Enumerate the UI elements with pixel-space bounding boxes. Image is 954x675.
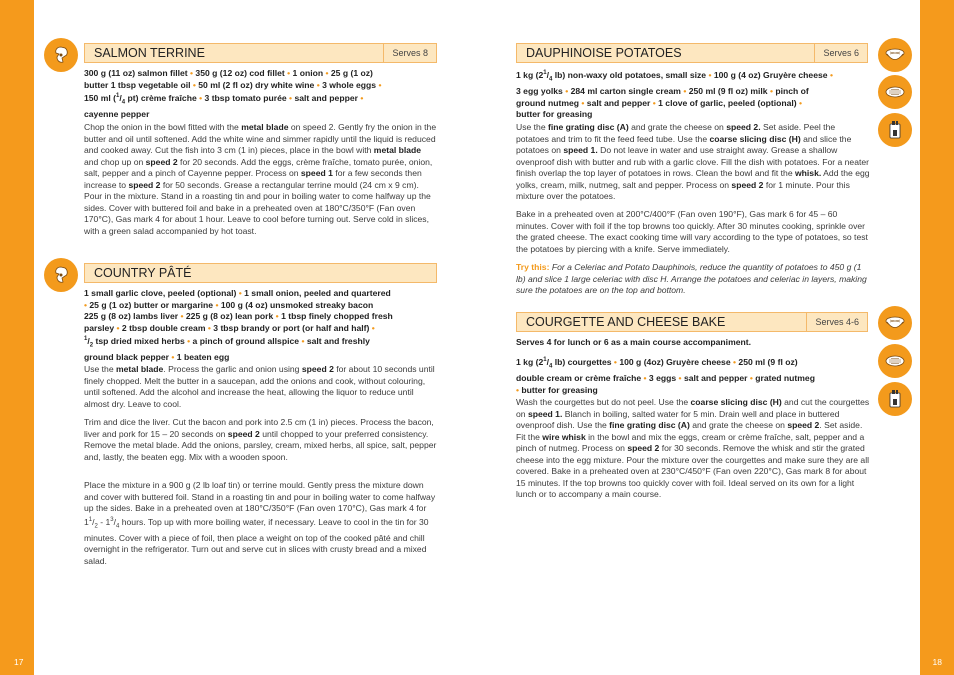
pate-ingredients: 1 small garlic clove, peeled (optional) • 1 small onion, peeled and quartered • 25 g (1 oz) butter or margarine • 100 g (4 oz) unsmoked streaky bacon 225 g (8 oz) lambs liver • 225 g (8 oz) lean pork • 1 tbsp finely chopped fresh parsley • 2 tbsp double cream • 3 tbsp brandy or port (or half and half) • $^1/_2$ tsp dried mixed herbs • a pinch of ground allspice • salt and freshly ground black pepper • 1 beaten egg [84,288,393,363]
dauphinoise-ingredients: 1 kg ($2^1/_4$ lb) non-waxy old potatoes, small size • 100 g (4 oz) Gruyère cheese • 3 egg yolks • 284 ml carton single cream • 250 ml (9 fl oz) milk • pinch of ground nutmeg • salt and pepper • 1 clove of garlic, peeled (optional) • butter for greasing [516,69,833,120]
pate-method-1: Use the metal blade. Process the garlic and onion using speed 2 for about 10 seconds until finely chopped. Melt the butter in a saucepan, add the onions and cook, without colouring, until softened. Add the alcohol and increase the heat, allowing the liquor to reduce until almost dry. Leave to cool. [84,364,435,409]
blade-icon [44,38,78,72]
bowl-icon [878,306,912,340]
pate-method-3: Place the mixture in a 900 g (2 lb loaf tin) or terrine mould. Gently press the mixture down and cover with buttered foil. Stand in a roasting tin and pour in boiling water to come halfway up the sides. Bake in a preheated oven at 180°C/350°F (Fan oven 170°C), Gas mark 4 for $1^1/_2 - 1^3/_4$ hours. Top up with more boiling water, if necessary. Leave to cool in the tin for 30 minutes. Cover with a piece of foil, then place a weight on top of the cooked pâté and chill overnight in the refrigerator. Turn out and serve cut in slices with crusty bread and a mixed salad. [84,480,436,566]
country-pate-header [84,263,437,283]
jug-icon [878,382,912,416]
grating-disc-icon [878,75,912,109]
blade-icon [44,258,78,292]
courgette-intro: Serves 4 for lunch or 6 as a main course accompaniment. [516,337,751,347]
serves-label: Serves 6 [814,44,867,62]
courgette-method: Wash the courgettes but do not peel. Use the coarse slicing disc (H) and cut the courgettes on speed 1. Blanch in boiling, salted water for 5 min. Drain well and place in buttered ovenproof dish. Use the fine grating disc (A) and grate the cheese on speed 2. Set aside. Fit the wire whisk in the bowl and mix the eggs, cream or crème fraîche, salt, pepper and a pinch of nutmeg. Process on speed 2 for 30 seconds. Remove the whisk and stir the grated cheese into the egg mixture. Pour the mixture over the courgettes and make sure they are all covered. Bake in a preheated oven at 230°C/450°F (Fan oven 220°C), Gas mark 8 for about 15 minutes. If the top browns too quickly cover with foil. Ideal served on its own for a light lunch or to accompany a main course. [516,397,870,499]
dauphinoise-header [516,43,868,63]
grating-disc-icon [878,344,912,378]
salmon-terrine-header [84,43,437,63]
recipe-title: SALMON TERRINE [94,46,205,60]
courgette-header [516,312,868,332]
salmon-method: Chop the onion in the bowl fitted with the metal blade on speed 2. Gently fry the onion in the butter and oil until softened. Add the white wine and simmer rapidly until the liquid is reduced and cooked away. Cut the fish into 3 cm (1 in) pieces, place in the bowl with metal blade and chop up on speed 2 for 20 seconds. Add the eggs, crème fraîche, tomato purée, onion, salt, pepper and a pinch of Cayenne pepper. Process on speed 1 for a few seconds then increase to speed 2 for 50 seconds. Grease a rectangular terrine mould (24 cm x 9 cm). Pour in the mixture. Stand in a roasting tin and pour in boiling water to come halfway up the sides. Cover with buttered foil and bake in a preheated oven at 180°C/350°F (Fan oven 170°C), Gas mark 4 for about 1 hour. Leave to cool before turning out. Serve cold in slices, with a green salad accompanied by hot toast. [84,122,437,236]
dauphinoise-try-this: Try this: For a Celeriac and Potato Dauphinois, reduce the quantity of potatoes to 450 g (1 lb) and slice 1 large celeriac with disc H. Arrange the potatoes and celeriac in layers, making sure the potatoes are on the top and bottom. [516,262,867,295]
courgette-ingredients: 1 kg ($2^1/_4$ lb) courgettes • 100 g (4oz) Gruyère cheese • 250 ml (9 fl oz) double cream or crème fraîche • 3 eggs • salt and pepper • grated nutmeg • butter for greasing [516,356,815,395]
page-number-right: 18 [932,657,942,667]
bowl-icon [878,38,912,72]
salmon-ingredients: 300 g (11 oz) salmon fillet • 350 g (12 oz) cod fillet • 1 onion • 25 g (1 oz) butter 1 tbsp vegetable oil • 50 ml (2 fl oz) dry white wine • 3 whole eggs • 150 ml ($^1/_4$ pt) crème fraîche • 3 tbsp tomato purée • salt and pepper • cayenne pepper [84,68,382,120]
recipe-title: COUNTRY PÂTÉ [94,266,192,280]
page-number-left: 17 [14,657,24,667]
jug-icon [878,113,912,147]
right-edge-band [920,0,954,675]
dauphinoise-method-2: Bake in a preheated oven at 200°C/400°F (Fan oven 190°F), Gas mark 6 for 45 – 60 minutes. Cover with foil if the top browns too quickly. After 30 minutes cooking, sprinkle over the grated cheese. The exact cooking time will vary according to the type of potatoes, so test the potatoes by piercing with a knife. Serve immediately. [516,209,868,254]
dauphinoise-method-1: Use the fine grating disc (A) and grate the cheese on speed 2. Set aside. Peel the potatoes and trim to fit the feed feed tube. Use the coarse slicing disc (H) and slice the potatoes on speed 1. Do not leave in water and use straight away. Grease a shallow ovenproof dish with butter and rub with a garlic clove. Fill the dish with potatoes. For a neater finish overlap the top layer of potatoes in rows. Clean the bowl and fit the whisk. Add the egg yolks, cream, milk, nutmeg, salt and pepper. Process on speed 2 for 1 minute. Pour this mixture over the potatoes. [516,122,870,201]
left-edge-band [0,0,34,675]
pate-method-2: Trim and dice the liver. Cut the bacon and pork into 2.5 cm (1 in) pieces. Process the bacon, liver and pork for 15 – 20 seconds on speed 2 until chopped to your preferred consistency. Remove the metal blade. Add the onions, parsley, cream, mixed herbs, all spice, salt, pepper and, lastly, the beaten egg. Mix with a wooden spoon. [84,417,437,462]
recipe-title: DAUPHINOISE POTATOES [526,46,682,60]
recipe-title: COURGETTE AND CHEESE BAKE [526,315,726,329]
serves-label: Serves 4-6 [806,313,867,331]
serves-label: Serves 8 [383,44,436,62]
